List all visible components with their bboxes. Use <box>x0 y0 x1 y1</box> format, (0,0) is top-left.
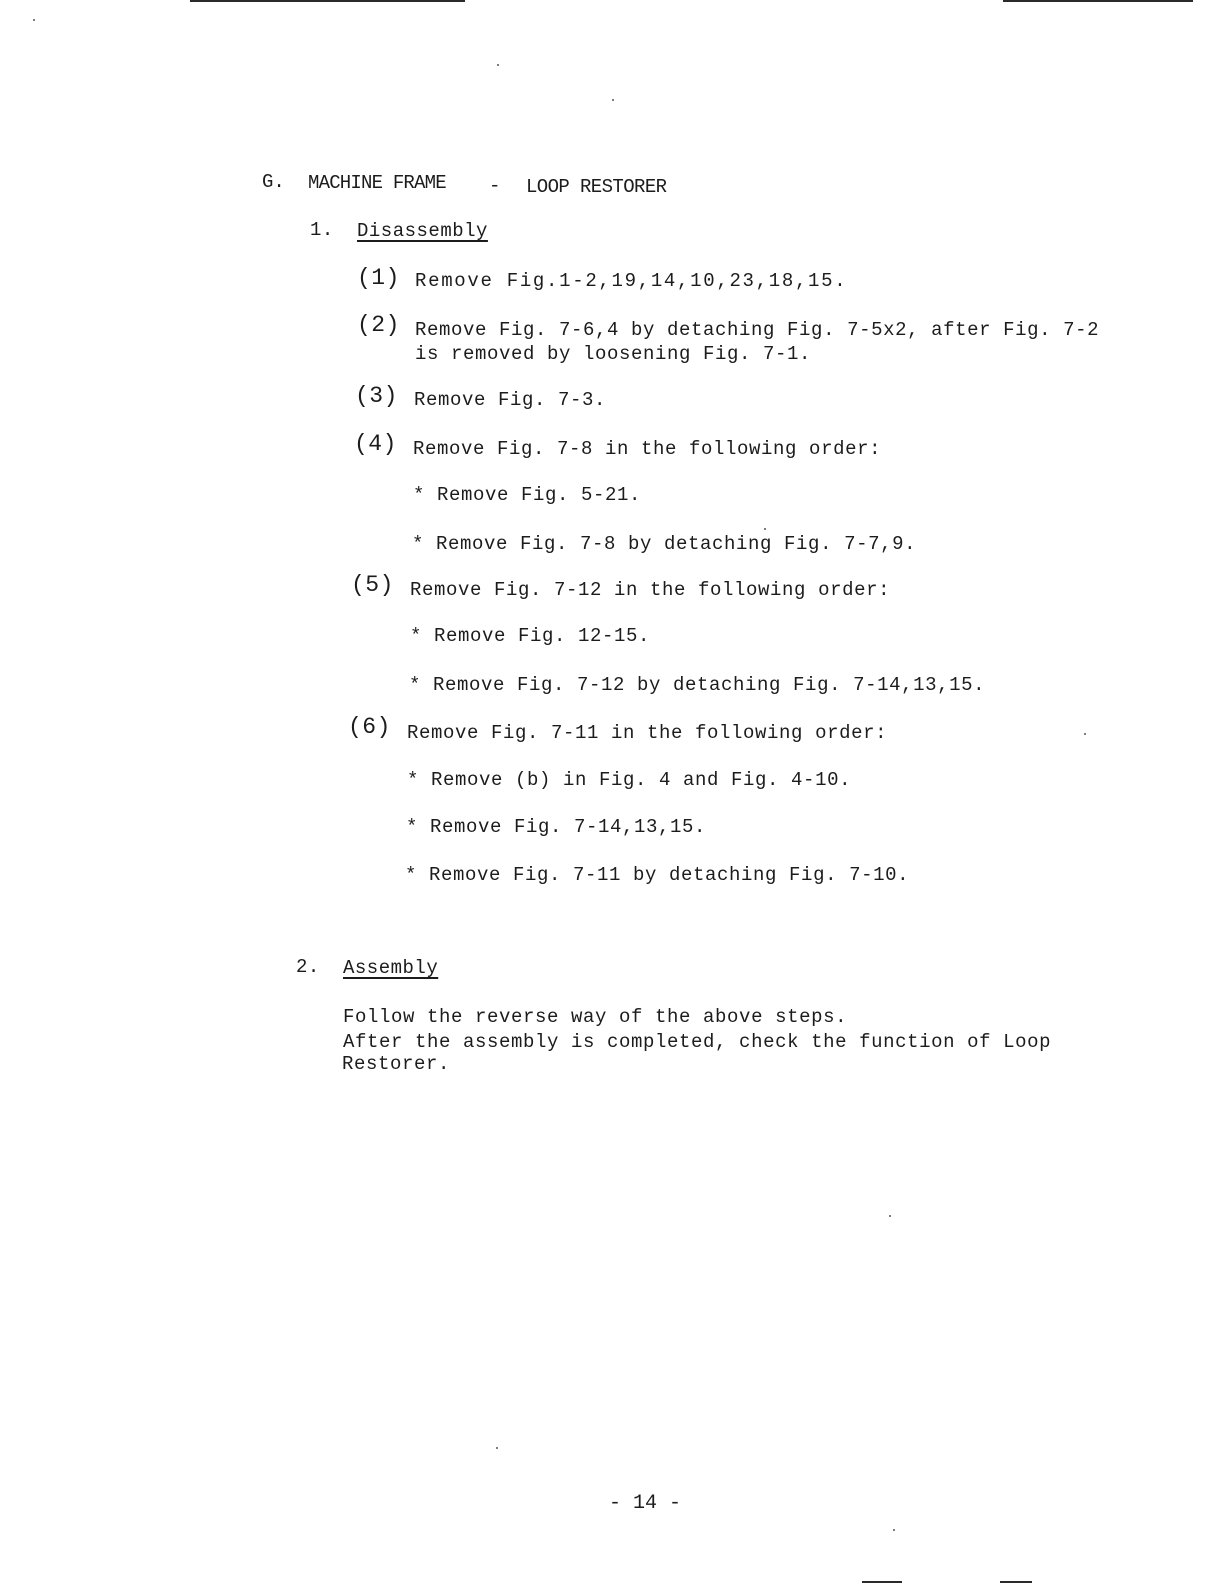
step-4-sub-1: * Remove Fig. 5-21. <box>413 484 642 506</box>
step-6-sub-1: * Remove (b) in Fig. 4 and Fig. 4-10. <box>407 769 852 791</box>
assembly-heading: Assembly <box>343 957 439 979</box>
disassembly-number: 1. <box>310 219 334 241</box>
page-number: - 14 - <box>609 1492 682 1515</box>
scan-speck <box>612 99 614 101</box>
step-1-text: Remove Fig.1-2,19,14,10,23,18,15. <box>415 270 848 292</box>
scan-speck <box>889 1215 891 1217</box>
section-title-machine-frame: MACHINE FRAME <box>308 172 446 194</box>
bottom-edge-rule-right <box>1000 1581 1032 1583</box>
step-5-sub-1: * Remove Fig. 12-15. <box>410 625 651 647</box>
scan-speck <box>33 19 35 21</box>
step-3-text: Remove Fig. 7-3. <box>414 389 607 411</box>
section-letter: G. <box>262 171 285 193</box>
step-3-label: (3) <box>355 383 398 409</box>
section-title-dash: - <box>489 175 501 197</box>
step-4-sub-2: * Remove Fig. 7-8 by detaching Fig. 7-7,9. <box>412 533 917 555</box>
assembly-number: 2. <box>296 956 320 978</box>
scan-speck <box>496 1447 498 1449</box>
scan-speck <box>893 1529 895 1531</box>
step-2-label: (2) <box>357 312 400 338</box>
bottom-edge-rule-left <box>862 1581 902 1583</box>
step-5-text: Remove Fig. 7-12 in the following order: <box>410 579 891 601</box>
step-2-text-line1: Remove Fig. 7-6,4 by detaching Fig. 7-5x2, after Fig. 7-2 <box>415 319 1100 341</box>
step-1-label: (1) <box>357 265 400 291</box>
step-5-label: (5) <box>351 572 394 598</box>
scan-speck <box>1084 733 1086 735</box>
step-6-sub-3: * Remove Fig. 7-11 by detaching Fig. 7-10. <box>405 864 910 886</box>
disassembly-heading: Disassembly <box>357 220 488 242</box>
assembly-line-1: Follow the reverse way of the above steps. <box>343 1006 848 1028</box>
scan-speck <box>764 528 766 530</box>
step-6-text: Remove Fig. 7-11 in the following order: <box>407 722 888 744</box>
assembly-line-3: Restorer. <box>342 1053 451 1075</box>
assembly-line-2: After the assembly is completed, check the function of Loop <box>343 1031 1052 1053</box>
step-6-label: (6) <box>348 714 391 740</box>
top-edge-rule-left <box>190 0 465 2</box>
section-title-loop-restorer: LOOP RESTORER <box>526 176 667 198</box>
step-6-sub-2: * Remove Fig. 7-14,13,15. <box>406 816 707 838</box>
step-4-text: Remove Fig. 7-8 in the following order: <box>413 438 882 460</box>
step-2-text-line2: is removed by loosening Fig. 7-1. <box>415 343 812 365</box>
step-4-label: (4) <box>354 431 397 457</box>
step-5-sub-2: * Remove Fig. 7-12 by detaching Fig. 7-14,13,15. <box>409 674 986 696</box>
scan-speck <box>497 64 499 66</box>
top-edge-rule-right <box>1003 0 1193 2</box>
